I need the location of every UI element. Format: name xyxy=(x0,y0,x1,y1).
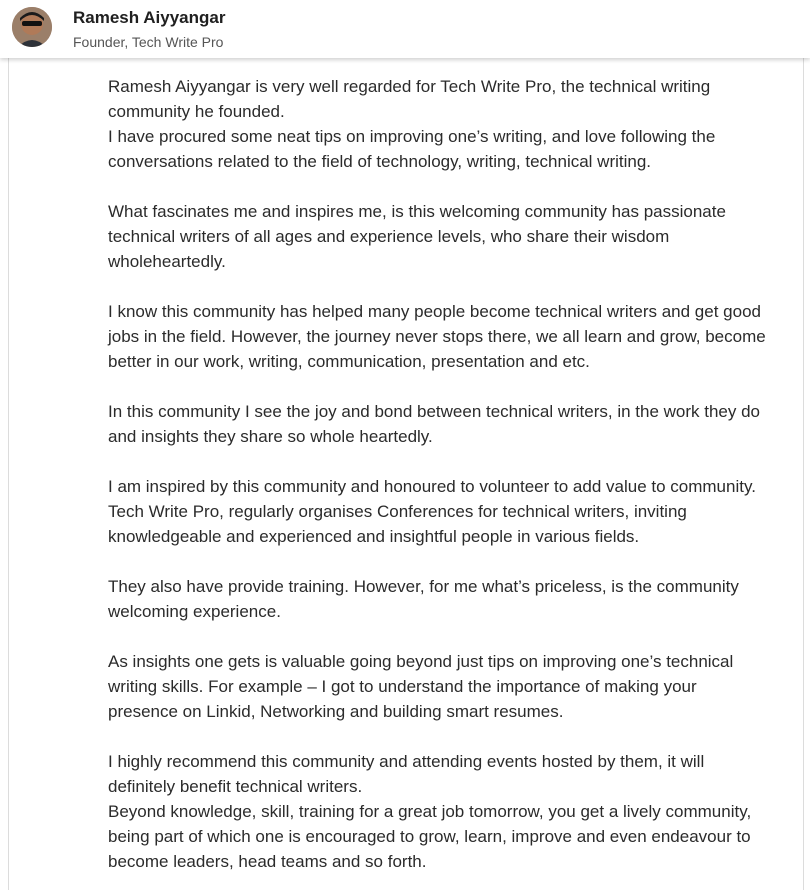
profile-photo-icon xyxy=(12,7,52,47)
author-title: Founder, Tech Write Pro xyxy=(73,34,224,50)
author-name[interactable]: Ramesh Aiyyangar xyxy=(73,8,226,27)
profile-avatar[interactable] xyxy=(12,7,52,47)
recommendation-panel xyxy=(8,58,804,890)
recommendation-text: Ramesh Aiyyangar is very well regarded for Tech Write Pro, the technical writing community he founded. I have procured some neat tips on improving one’s writing, and love following the conversations related to the field of technology, writing, technical writing. What fascinates me and inspires me, is this welcoming community has passionate technical writers of all ages and experience levels, who share their wisdom wholeheartedly. I know this community has helped many people become technical writers and get good jobs in the field. However, the journey never stops there, we all learn and grow, become better in our work, writing, communication, presentation and etc. In this community I see the joy and bond between technical writers, in the work they do and insights they share so whole heartedly. I am inspired by this community and honoured to volunteer to add value to community. Tech Write Pro, regularly organises Conferences for technical writers, inviting knowledgeable and experienced and insightful people in various fields. They also have provide training. However, for me what’s priceless, is the community welcoming experience. As insights one gets is valuable going beyond just tips on improving one’s technical writing skills. For example – I got to understand the importance of making your presence on Linkid, Networking and building smart resumes. I highly recommend this community and attending events hosted by them, it will definitely benefit technical writers. Beyond knowledge, skill, training for a great job tomorrow, you get a lively community, being part of which one is encouraged to grow, learn, improve and even endeavour to become leaders, head teams and so forth. xyxy=(108,77,766,871)
author-header xyxy=(0,0,810,58)
